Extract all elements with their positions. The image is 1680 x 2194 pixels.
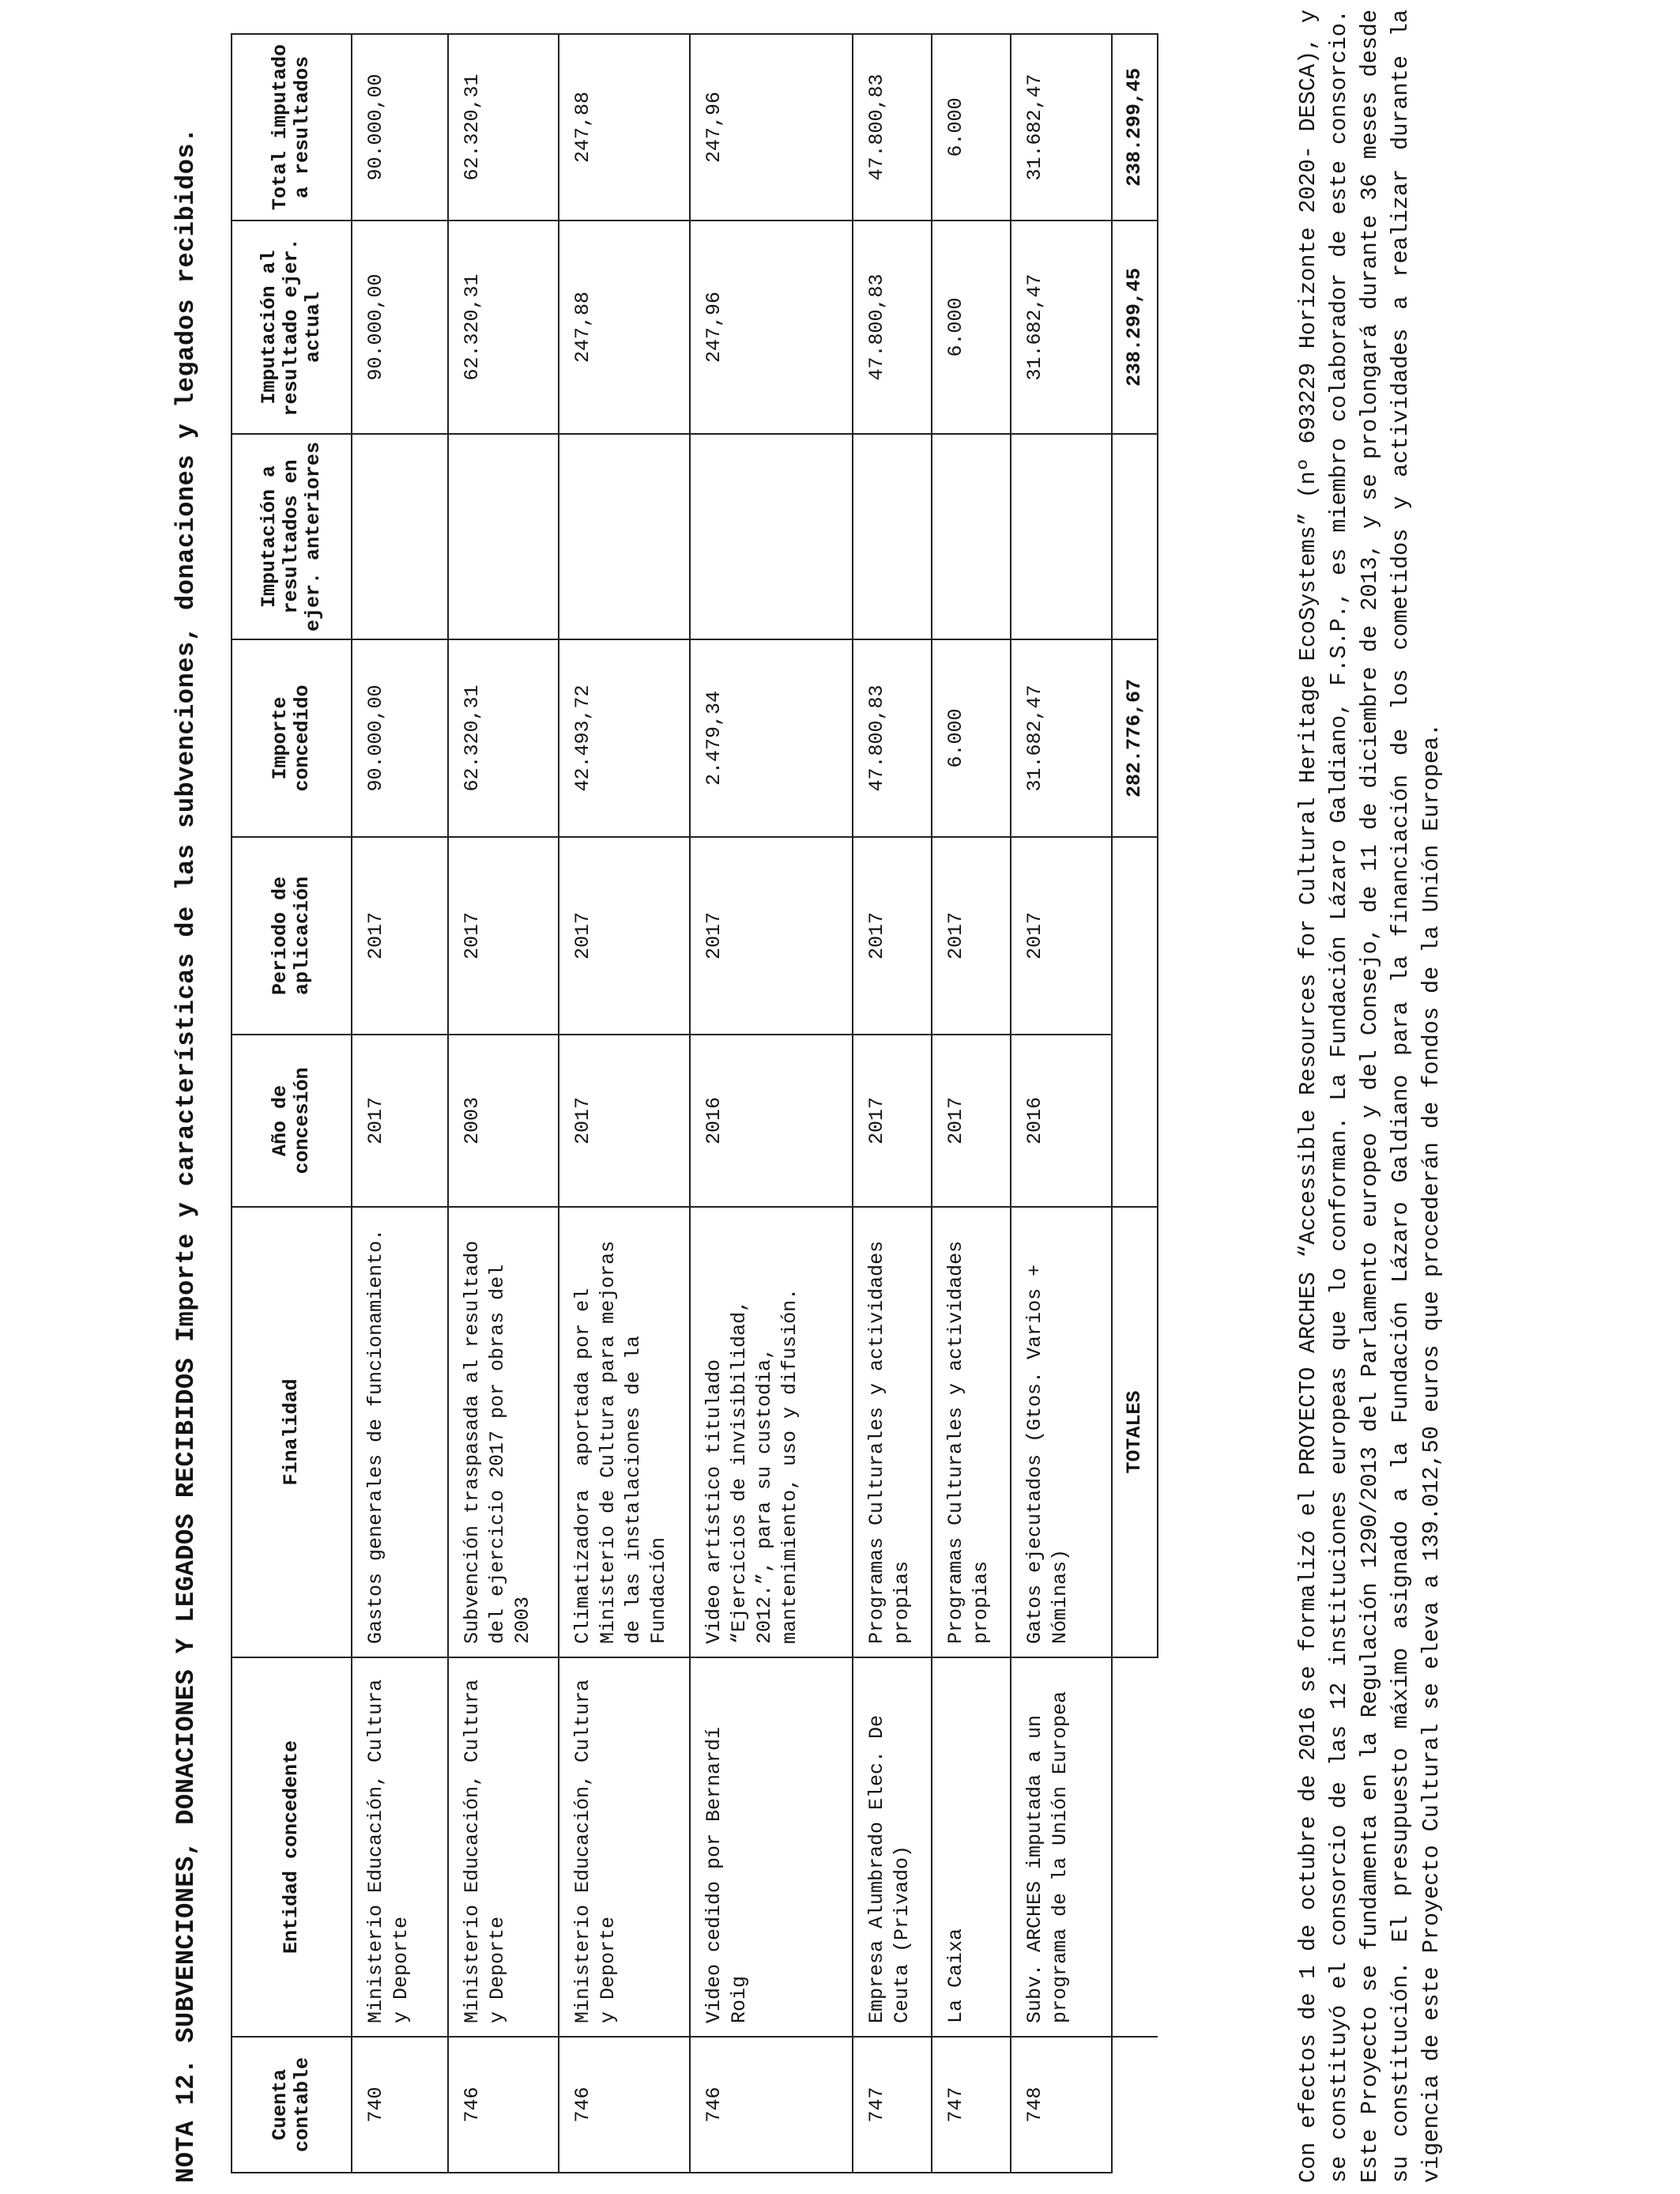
totals-spacer — [1112, 2037, 1158, 2173]
cell-periodo: 2017 — [690, 837, 853, 1035]
cell-imput-actual: 62.320,31 — [448, 221, 559, 434]
cell-imput-anteriores — [1011, 434, 1112, 639]
cell-ano: 2017 — [853, 1035, 932, 1207]
cell-total-imputado: 47.800,83 — [853, 34, 932, 221]
note-subtitle: Importe y características de las subvenciones, donaciones y legados recibidos. — [171, 127, 201, 1343]
cell-imput-actual: 247,96 — [690, 221, 853, 434]
cell-periodo: 2017 — [559, 837, 690, 1035]
header-importe: Importe concedido — [232, 639, 352, 837]
cell-imput-actual: 6.000 — [932, 221, 1011, 434]
totals-spacer — [1112, 837, 1158, 1207]
cell-finalidad: Subvención traspasada al resultado del ejercicio 2017 por obras del 2003 — [448, 1207, 559, 1657]
cell-entidad: Ministerio Educación, Cultura y Deporte — [559, 1657, 690, 2037]
table-row — [853, 34, 932, 2173]
cell-cuenta: 747 — [932, 2037, 1011, 2173]
cell-total-imputado: 247,88 — [559, 34, 690, 221]
cell-entidad: Empresa Alumbrado Elec. De Ceuta (Privado) — [853, 1657, 932, 2037]
cell-importe: 47.800,83 — [853, 639, 932, 837]
cell-imput-actual: 90.000,00 — [352, 221, 448, 434]
totals-label: TOTALES — [1112, 1207, 1158, 1657]
cell-periodo: 2017 — [1011, 837, 1112, 1035]
cell-importe: 6.000 — [932, 639, 1011, 837]
cell-ano: 2017 — [559, 1035, 690, 1207]
cell-cuenta: 746 — [690, 2037, 853, 2173]
cell-periodo: 2017 — [448, 837, 559, 1035]
header-entidad: Entidad concedente — [232, 1657, 352, 2037]
totals-imput-anteriores — [1112, 434, 1158, 639]
cell-total-imputado: 6.000 — [932, 34, 1011, 221]
cell-entidad: Ministerio Educación, Cultura y Deporte — [352, 1657, 448, 2037]
cell-finalidad: Programas Culturales y actividades propias — [932, 1207, 1011, 1657]
cell-cuenta: 740 — [352, 2037, 448, 2173]
cell-imput-actual: 47.800,83 — [853, 221, 932, 434]
totals-total-imputado: 238.299,45 — [1112, 34, 1158, 221]
cell-cuenta: 748 — [1011, 2037, 1112, 2173]
table-header-row — [232, 34, 352, 2173]
cell-ano: 2017 — [352, 1035, 448, 1207]
cell-finalidad: Video artístico titulado “Ejercicios de invisibilidad, 2012.”, para su custodia, mantenimiento, uso y difusión. — [690, 1207, 853, 1657]
cell-importe: 2.479,34 — [690, 639, 853, 837]
cell-periodo: 2017 — [352, 837, 448, 1035]
cell-total-imputado: 62.320,31 — [448, 34, 559, 221]
cell-periodo: 2017 — [853, 837, 932, 1035]
table-row — [559, 34, 690, 2173]
cell-imput-anteriores — [932, 434, 1011, 639]
header-imput-actual: Imputación al resultado ejer. actual — [232, 221, 352, 434]
table-row — [448, 34, 559, 2173]
cell-cuenta: 746 — [559, 2037, 690, 2173]
cell-cuenta: 747 — [853, 2037, 932, 2173]
totals-row — [1112, 34, 1158, 2173]
cell-periodo: 2017 — [932, 837, 1011, 1035]
cell-imput-actual: 247,88 — [559, 221, 690, 434]
note-paragraph: Con efectos de 1 de octubre de 2016 se formalizó el PROYECTO ARCHES “Accessible Resources for Cultural Heritage EcoSystems” (nº 693229 Horizonte 2020- DESCA), y se constituyó el consorcio de las 12 instituciones europeas que lo conforman. La Fundación Lázaro Galdiano, F.S.P., es miembro colaborador de este consorcio. Este Proyecto se fundamenta en la Regulación 1290/2013 del Parlamento europeo y del Consejo, de 11 de diciembre de 2013, y se prolongará durante 36 meses desde su constitución. El presupuesto máximo asignado a la Fundación Lázaro Galdiano para la financiación de los cometidos y actividades a realizar durante la vigencia de este Proyecto Cultural se eleva a 139.012,50 euros que procederán de fondos de la Unión Europea. — [1295, 9, 1445, 2183]
header-total-imputado: Total imputado a resultados — [232, 34, 352, 221]
totals-importe: 282.776,67 — [1112, 639, 1158, 837]
grants-table — [231, 33, 1158, 2173]
cell-entidad: La Caixa — [932, 1657, 1011, 2037]
cell-finalidad: Gatos ejecutados (Gtos. Varios + Nóminas) — [1011, 1207, 1112, 1657]
cell-entidad: Ministerio Educación, Cultura y Deporte — [448, 1657, 559, 2037]
cell-imput-anteriores — [352, 434, 448, 639]
header-cuenta: Cuenta contable — [232, 2037, 352, 2173]
cell-importe: 42.493,72 — [559, 639, 690, 837]
cell-entidad: Subv. ARCHES imputada a un programa de la Unión Europea — [1011, 1657, 1112, 2037]
cell-imput-actual: 31.682,47 — [1011, 221, 1112, 434]
table-row — [1011, 34, 1112, 2173]
cell-imput-anteriores — [448, 434, 559, 639]
header-ano: Año de concesión — [232, 1035, 352, 1207]
table-row — [690, 34, 853, 2173]
cell-imput-anteriores — [853, 434, 932, 639]
table-row — [932, 34, 1011, 2173]
page-title — [172, 49, 201, 2183]
cell-ano: 2016 — [690, 1035, 853, 1207]
cell-cuenta: 746 — [448, 2037, 559, 2173]
cell-ano: 2003 — [448, 1035, 559, 1207]
table-row — [352, 34, 448, 2173]
cell-ano: 2016 — [1011, 1035, 1112, 1207]
cell-total-imputado: 90.000,00 — [352, 34, 448, 221]
cell-ano: 2017 — [932, 1035, 1011, 1207]
totals-spacer — [1112, 1657, 1158, 2037]
cell-importe: 90.000,00 — [352, 639, 448, 837]
cell-importe: 31.682,47 — [1011, 639, 1112, 837]
cell-finalidad: Programas Culturales y actividades propias — [853, 1207, 932, 1657]
cell-entidad: Video cedido por Bernardí Roig — [690, 1657, 853, 2037]
cell-finalidad: Gastos generales de funcionamiento. — [352, 1207, 448, 1657]
header-periodo: Periodo de aplicación — [232, 837, 352, 1035]
cell-imput-anteriores — [559, 434, 690, 639]
totals-imput-actual: 238.299,45 — [1112, 221, 1158, 434]
cell-imput-anteriores — [690, 434, 853, 639]
cell-importe: 62.320,31 — [448, 639, 559, 837]
cell-total-imputado: 247,96 — [690, 34, 853, 221]
cell-finalidad: Climatizadora aportada por el Ministerio de Cultura para mejoras de las instalaciones de la Fundación — [559, 1207, 690, 1657]
cell-total-imputado: 31.682,47 — [1011, 34, 1112, 221]
header-imput-anteriores: Imputación a resultados en ejer. anteriores — [232, 434, 352, 639]
note-heading: NOTA 12. SUBVENCIONES, DONACIONES Y LEGADOS RECIBIDOS — [171, 1357, 201, 2183]
header-finalidad: Finalidad — [232, 1207, 352, 1657]
